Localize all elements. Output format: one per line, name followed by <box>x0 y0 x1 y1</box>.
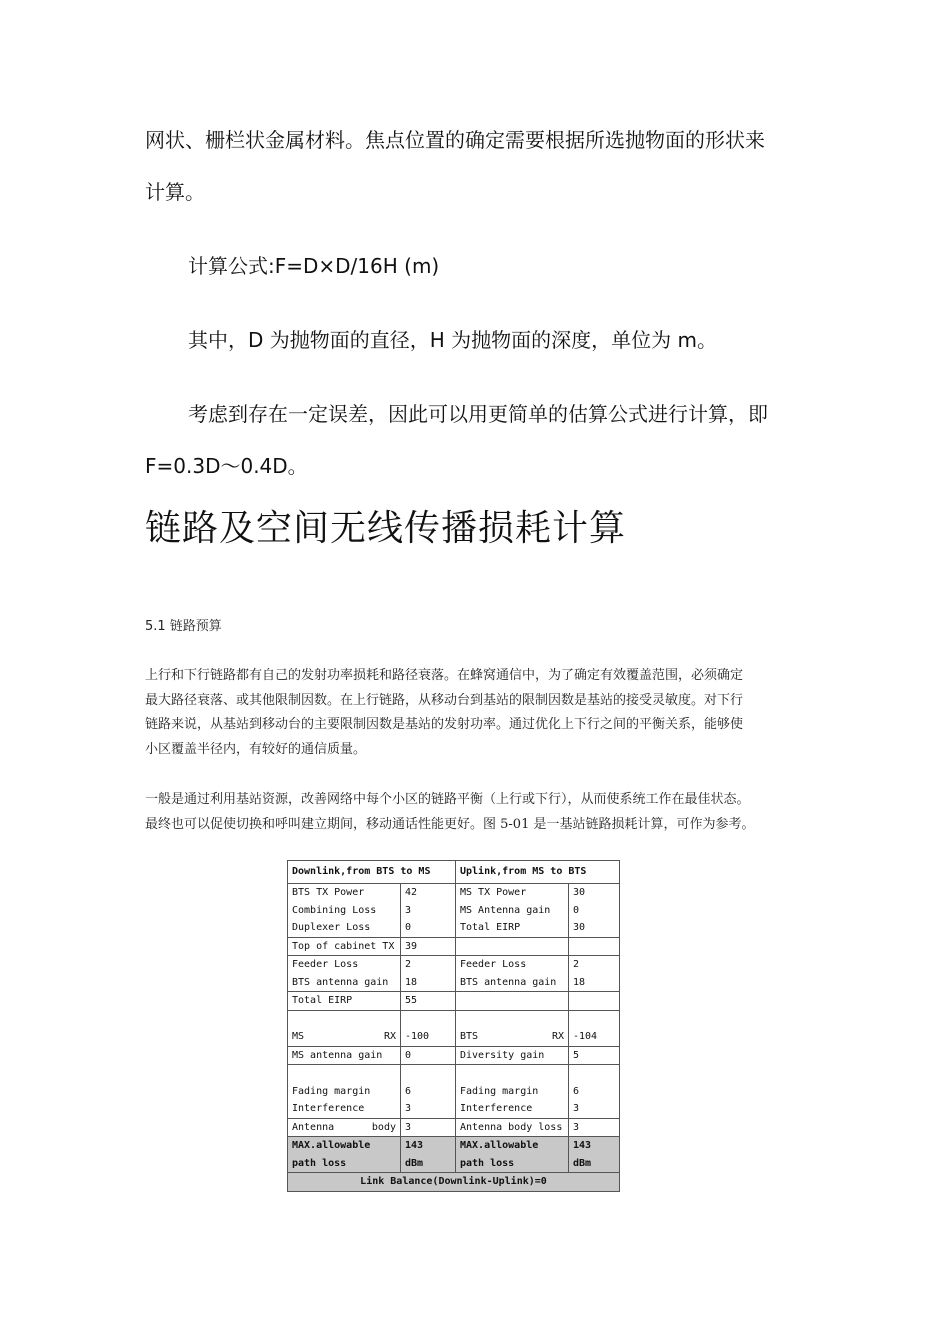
cell-line: 30 <box>573 922 586 933</box>
body-line: 链路来说，从基站到移动台的主要限制因数是基站的发射功率。通过优化上下行之间的平衡关系，能够使 <box>145 717 744 732</box>
body-line: 一般是通过利用基站资源，改善网络中每个小区的链路平衡（上行或下行），从而使系统工作在最佳状态。 <box>145 792 750 807</box>
cell-line: MS Antenna gain <box>460 904 551 916</box>
cell-line: 2 <box>573 959 580 970</box>
cell-line: Duplexer Loss <box>292 922 371 933</box>
table-row <box>288 937 620 956</box>
table-cell <box>288 1137 401 1173</box>
table-cell: 0 <box>401 1046 456 1065</box>
cell-line: 2 <box>405 959 412 970</box>
downlink-header: Downlink,from BTS to MS <box>288 861 456 884</box>
cell-line: 18 <box>405 976 418 988</box>
cell-line: Interference <box>460 1103 533 1114</box>
cell-line: Feeder Loss <box>292 959 359 970</box>
table-cell <box>569 1010 620 1046</box>
link-balance-cell: Link Balance(Downlink-Uplink)=0 <box>288 1173 620 1192</box>
table-row <box>288 884 620 938</box>
table-row <box>288 1010 620 1046</box>
table-cell <box>569 992 620 1011</box>
table-header-row <box>288 861 620 884</box>
cell-line: Feeder Loss <box>460 959 527 970</box>
cell-line: Fading margin <box>292 1085 371 1097</box>
cell-line: -104 <box>573 1031 598 1042</box>
table-cell: 39 <box>401 937 456 956</box>
cell-line: 6 <box>405 1085 412 1097</box>
table-cell: 3 <box>569 1118 620 1137</box>
cell-line: dBm <box>573 1157 592 1169</box>
cell-line: Fading margin <box>460 1085 539 1097</box>
table-cell <box>456 1010 569 1046</box>
table-cell: 3 <box>401 1118 456 1137</box>
table-cell <box>569 1065 620 1119</box>
body-line: 最终也可以促使切换和呼叫建立期间，移动通话性能更好。图 5-01 是一基站链路损耗计算，可作为参考。 <box>145 816 755 832</box>
cell-line: -100 <box>405 1031 430 1042</box>
approximation-formula: F=0.3D～0.4D。 <box>145 454 308 478</box>
cell-line: BTS antenna gain <box>292 976 389 988</box>
table-cell <box>456 937 569 956</box>
paragraph-line: 网状、栅栏状金属材料。焦点位置的确定需要根据所选抛物面的形状来 <box>145 128 765 152</box>
subsection-title: 5.1 链路预算 <box>145 619 222 634</box>
cell-line: MAX.allowable <box>460 1140 539 1151</box>
table-row <box>288 992 620 1011</box>
cell-line: 30 <box>573 887 586 898</box>
table-cell: 55 <box>401 992 456 1011</box>
table-cell <box>456 884 569 938</box>
cell-line: 0 <box>573 904 580 916</box>
uplink-header: Uplink,from MS to BTS <box>456 861 620 884</box>
section-heading: 链路及空间无线传播损耗计算 <box>145 508 627 549</box>
cell-line: path loss <box>460 1157 515 1169</box>
cell-line: 143 <box>573 1140 592 1151</box>
cell-line: 3 <box>405 904 412 916</box>
table-cell <box>569 956 620 992</box>
cell-line: 3 <box>573 1103 580 1114</box>
table-cell: Top of cabinet TX <box>288 937 401 956</box>
formula-explanation: 其中，D 为抛物面的直径，H 为抛物面的深度，单位为 m。 <box>188 328 717 352</box>
table-cell <box>456 1065 569 1119</box>
cell-line: MAX.allowable <box>292 1140 371 1151</box>
body-line: 最大路径衰落、或其他限制因数。在上行链路，从移动台到基站的限制因数是基站的接受灵敏度。对下行 <box>145 692 744 708</box>
table-cell <box>288 1065 401 1119</box>
cell-text: MS <box>292 1031 305 1042</box>
cell-line: Total EIRP <box>460 922 521 933</box>
cell-line: 3 <box>405 1103 412 1114</box>
table-row <box>288 1046 620 1065</box>
cell-text: BTS <box>460 1031 479 1042</box>
table-cell <box>456 992 569 1011</box>
cell-line: 18 <box>573 976 586 988</box>
cell-text: RX <box>551 1031 564 1042</box>
cell-line: MS TX Power <box>460 887 527 898</box>
cell-line: dBm <box>405 1157 424 1169</box>
body-line: 小区覆盖半径内，有较好的通信质量。 <box>145 741 367 757</box>
table-cell <box>288 956 401 992</box>
table-cell <box>401 1010 456 1046</box>
cell-line: BTS TX Power <box>292 887 365 898</box>
paragraph-line: 计算。 <box>145 180 205 204</box>
table-cell <box>569 937 620 956</box>
table-cell <box>288 1010 401 1046</box>
link-budget-table <box>287 860 620 1192</box>
table-cell <box>401 884 456 938</box>
table-cell <box>288 884 401 938</box>
cell-line: 143 <box>405 1140 424 1151</box>
cell-line: 42 <box>405 887 418 898</box>
table-row <box>288 956 620 992</box>
cell-line: 6 <box>573 1085 580 1097</box>
table-row <box>288 1118 620 1137</box>
cell-line: BTS antenna gain <box>460 976 557 988</box>
cell-text: Antenna <box>292 1121 335 1133</box>
table-cell <box>456 956 569 992</box>
approximation-text: 考虑到存在一定误差，因此可以用更简单的估算公式进行计算，即 <box>188 402 768 426</box>
body-paragraph-2 <box>145 788 820 837</box>
table-cell <box>401 1137 456 1173</box>
cell-line: Interference <box>292 1103 365 1114</box>
body-line: 上行和下行链路都有自己的发射功率损耗和路径衰落。在蜂窝通信中，为了确定有效覆盖范围，必须确定 <box>145 668 744 683</box>
cell-text: body <box>371 1121 396 1133</box>
table-cell: MS antenna gain <box>288 1046 401 1065</box>
table-cell <box>569 884 620 938</box>
table-cell <box>401 956 456 992</box>
body-paragraph-1 <box>145 664 820 762</box>
table-row-max-path-loss <box>288 1137 620 1173</box>
cell-line: 0 <box>405 922 412 933</box>
table-cell <box>401 1065 456 1119</box>
cell-line: path loss <box>292 1157 347 1169</box>
table-cell: Antenna body loss <box>456 1118 569 1137</box>
table-cell: Total EIRP <box>288 992 401 1011</box>
cell-text: RX <box>383 1031 396 1042</box>
table-cell <box>288 1118 401 1137</box>
table-cell: Diversity gain <box>456 1046 569 1065</box>
table-cell <box>456 1137 569 1173</box>
cell-line: Combining Loss <box>292 904 377 916</box>
table-row <box>288 1065 620 1119</box>
table-footer-row <box>288 1173 620 1192</box>
formula-text: 计算公式:F=D×D/16H (m) <box>188 254 440 278</box>
table-cell: 5 <box>569 1046 620 1065</box>
table-cell <box>569 1137 620 1173</box>
